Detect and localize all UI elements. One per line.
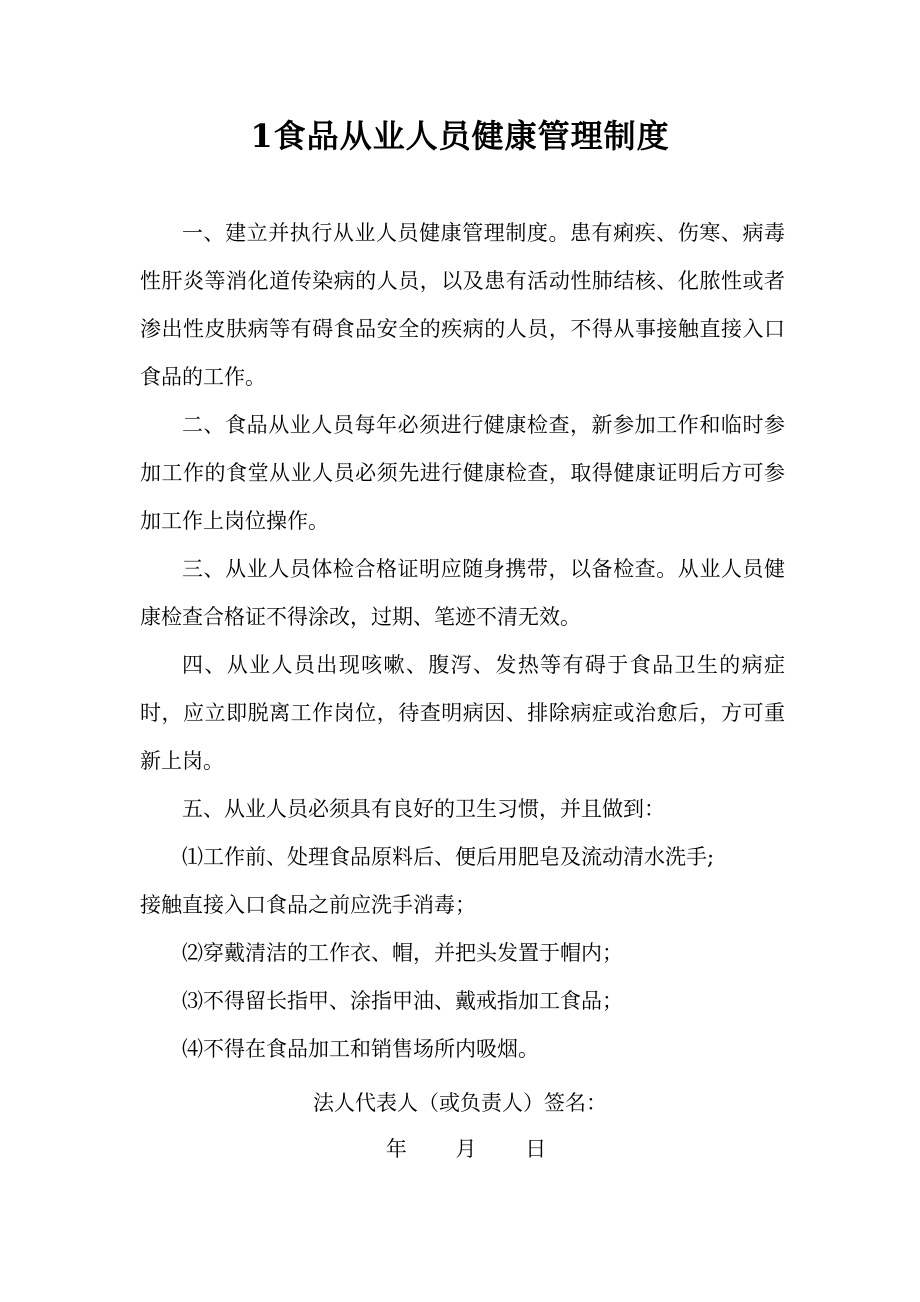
paragraph-3: 三、从业人员体检合格证明应随身携带，以备检查。从业人员健康检查合格证不得涂改，过期、笔迹不清无效。 <box>140 557 785 629</box>
date-year-label: 年 <box>385 1137 407 1161</box>
paragraph-4: 四、从业人员出现咳嗽、腹泻、发热等有碍于食品卫生的病症时，应立即脱离工作岗位，待查明病因、排除病症或治愈后，方可重新上岗。 <box>140 653 785 773</box>
paragraph-2: 二、食品从业人员每年必须进行健康检查，新参加工作和临时参加工作的食堂从业人员必须先进行健康检查，取得健康证明后方可参加工作上岗位操作。 <box>140 413 785 533</box>
paragraph-5: 五、从业人员必须具有良好的卫生习惯，并且做到： <box>182 797 665 821</box>
list-item-4: ⑷不得在食品加工和销售场所内吸烟。 <box>182 1037 539 1061</box>
signature-label: 法人代表人（或负责人）签名： <box>313 1091 607 1115</box>
list-item-3: ⑶不得留长指甲、涂指甲油、戴戒指加工食品； <box>182 989 623 1013</box>
list-item-1: ⑴工作前、处理食品原料后、便后用肥皂及流动清水洗手; <box>182 845 715 869</box>
list-item-2: ⑵穿戴清洁的工作衣、帽，并把头发置于帽内； <box>182 941 623 965</box>
date-day-label: 日 <box>525 1137 547 1161</box>
paragraph-1: 一、建立并执行从业人员健康管理制度。患有痢疾、伤寒、病毒性肝炎等消化道传染病的人员，以及患有活动性肺结核、化脓性或者渗出性皮肤病等有碍食品安全的疾病的人员，不得从事接触直接入口食品的工作。 <box>140 221 785 389</box>
date-month-label: 月 <box>455 1137 477 1161</box>
document-title: 1食品从业人员健康管理制度 <box>250 117 670 155</box>
signature-date <box>6 1134 920 1164</box>
document-body <box>140 209 785 1073</box>
list-item-1-continued: 接触直接入口食品之前应洗手消毒； <box>140 893 476 917</box>
